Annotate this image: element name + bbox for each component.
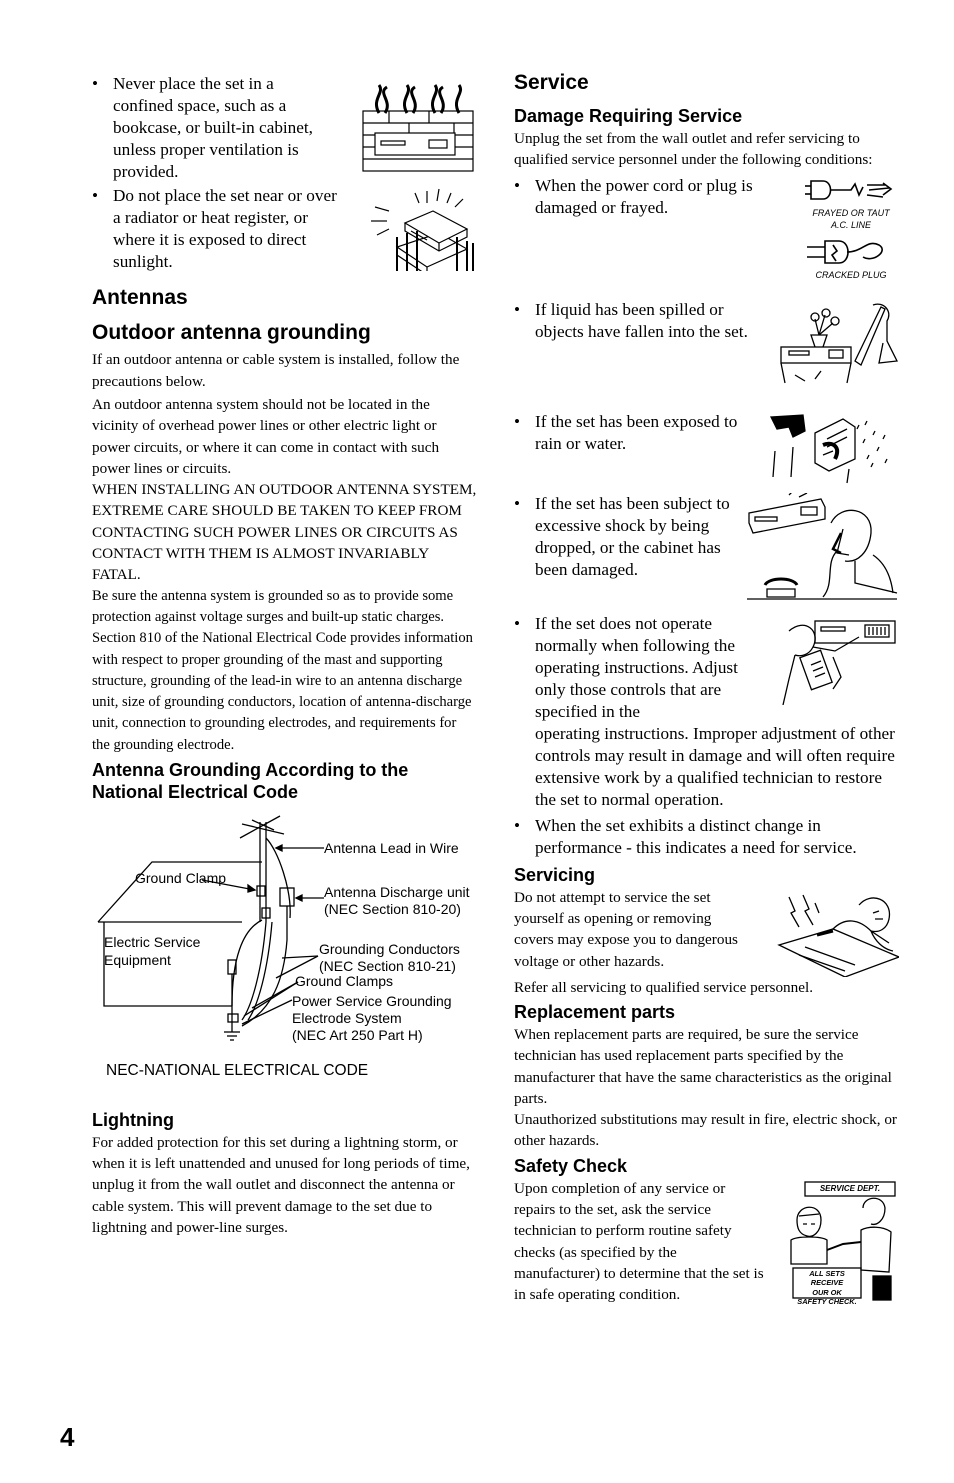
frayed-label — [803, 207, 899, 231]
outdoor-intro: If an outdoor antenna or cable system is installed, follow the precautions below. — [92, 351, 460, 390]
page-number: 4 — [60, 1422, 75, 1452]
spill-icon — [775, 301, 899, 391]
service-dept-illustration — [777, 1180, 899, 1307]
label-equipment: Equipment — [104, 951, 171, 968]
bullet-liquid — [514, 299, 899, 409]
safety-check-heading: Safety Check — [514, 1155, 628, 1176]
antennas-heading: Antennas — [92, 286, 188, 309]
lightning-text: For added protection for this set during a lightning storm, or when it is left unattended and unused for long periods of time, unplug it from the wall outlet and disconnect the antenna or cable system. This will prevent damage to the set due to lightning and power-line surges. — [92, 1133, 470, 1237]
radiator-vcr-icon — [367, 187, 477, 271]
bullet-text: • Do not place the set near or over a radiator or heat register, or where it is exposed to direct sunlight. — [92, 185, 338, 273]
cracked-label: CRACKED PLUG — [815, 269, 887, 280]
outdoor-warning: WHEN INSTALLING AN OUTDOOR ANTENNA SYSTEM, EXTREME CARE SHOULD BE TAKEN TO KEEP FROM CONTACTING SUCH POWER LINES OR CIRCUITS AS CONTACT WITH THEM IS ALMOST INVARIABLY FATAL. — [92, 481, 477, 584]
label-lead-in-wire: Antenna Lead in Wire — [324, 839, 459, 856]
outdoor-antenna-heading: Outdoor antenna grounding — [92, 321, 371, 345]
bullet-rain — [514, 411, 899, 493]
sign-line-3: SAFETY CHECK. — [797, 1297, 857, 1307]
cracked-plug-icon — [803, 235, 899, 269]
safety-check-text: Upon completion of any service or repairs to the set, ask the service technician to perform routine safety checks (as specified by the manufacturer) to determine that the set is in safe operating condition. — [514, 1179, 764, 1304]
bullet-operate-continued — [514, 723, 899, 811]
dropped-set-icon — [745, 493, 899, 605]
label-grounding-conductors: Grounding Conductors — [319, 940, 460, 957]
label-electric-service: Electric Service — [104, 933, 201, 950]
servicing-block — [514, 887, 899, 977]
bullet-text: • When the power cord or plug is damaged or frayed. — [514, 175, 797, 219]
label-conductors-section: (NEC Section 810-21) — [319, 957, 456, 974]
sign-line-2: OUR OK — [812, 1287, 842, 1297]
lightning-heading: Lightning — [92, 1109, 174, 1130]
outdoor-grounding-text: Be sure the antenna system is grounded so as to provide some protection against voltage surges and built-up static charges. Section 810 of the National Electrical Code provides information with respect to proper grounding of the mast and supporting structure, grounding of the lead-in wire to an antenna discharge unit, size of grounding conductors, location of antenna-discharge unit, connection to grounding electrodes, and requirements for the grounding electrode. — [92, 587, 473, 753]
service-dept-sign: SERVICE DEPT. — [819, 1183, 881, 1193]
bullet-text: • If liquid has been spilled or objects have fallen into the set. — [514, 299, 757, 343]
bullet-shock — [514, 493, 899, 609]
rain-icon — [763, 411, 899, 485]
left-column — [92, 70, 477, 1238]
bullet-text: • Never place the set in a confined space, such as a bookcase, or built-in cabinet, unless proper ventilation is provided. — [92, 73, 338, 183]
plug-illustration — [803, 175, 899, 281]
bullet-text: • If the set has been exposed to rain or water. — [514, 411, 757, 455]
label-ground-clamps: Ground Clamps — [295, 972, 394, 989]
grounding-heading: Antenna Grounding According to the National Electrical Code — [92, 760, 409, 802]
outdoor-location: An outdoor antenna system should not be located in the vicinity of overhead power lines or other electric light or power circuits, or where it can come in contact with such power lines or circuits. — [92, 395, 440, 477]
bullet-power-cord — [514, 175, 899, 299]
frayed-plug-icon — [803, 175, 899, 205]
label-ground-clamp: Ground Clamp — [135, 869, 227, 886]
enclosed-vcr-icon — [359, 83, 477, 175]
replacement-text-2: Unauthorized substitutions may result in fire, electric shock, or other hazards. — [514, 1111, 897, 1150]
bullet-text: • If the set does not operate normally when following the operating instructions. Adjust only those controls that are specified in the — [514, 613, 747, 723]
servicing-text: Do not attempt to service the set yourself as opening or removing covers may expose you to dangerous voltage or other hazards. — [514, 888, 738, 970]
label-electrode-system: Electrode System — [292, 1009, 402, 1026]
replacement-heading: Replacement parts — [514, 1001, 676, 1022]
replacement-text: When replacement parts are required, be sure the service technician has used replacement parts specified by the manufacturer that have the same characteristics as the original parts. — [514, 1025, 892, 1107]
bullet-operate-text-b: operating instructions. Improper adjustment of other controls may result in damage and will often require extensive work by a qualified technician to restore the set to normal operation. — [535, 723, 895, 809]
bullet-confined-space — [92, 73, 477, 183]
electric-shock-icon — [775, 887, 899, 977]
safety-check-sign — [793, 1269, 861, 1307]
right-column — [514, 70, 899, 1305]
servicing-heading: Servicing — [514, 864, 596, 885]
damage-intro: Unplug the set from the wall outlet and refer servicing to qualified service personnel under the following conditions: — [514, 130, 873, 169]
diagram-caption: NEC-NATIONAL ELECTRICAL CODE — [106, 1061, 369, 1079]
frayed-label-line-1: FRAYED OR TAUT — [812, 207, 890, 218]
label-nec-art: (NEC Art 250 Part H) — [292, 1026, 423, 1043]
bullet-performance-change: • When the set exhibits a distinct change in performance - this indicates a need for service. — [514, 815, 899, 859]
safety-check-block — [514, 1178, 899, 1306]
damage-heading: Damage Requiring Service — [514, 106, 743, 127]
frayed-label-line-2: A.C. LINE — [830, 219, 871, 230]
service-heading: Service — [514, 71, 589, 94]
bullet-operate — [514, 613, 899, 723]
servicing-refer: Refer all servicing to qualified service personnel. — [514, 978, 813, 996]
label-discharge-unit: Antenna Discharge unit — [324, 883, 470, 900]
bullet-radiator — [92, 185, 477, 273]
label-discharge-section: (NEC Section 810-20) — [324, 900, 461, 917]
adjusting-controls-icon — [775, 617, 899, 705]
bullet-text: • If the set has been subject to excessive shock by being dropped, or the cabinet has been damaged. — [514, 493, 735, 581]
grounding-diagram — [92, 810, 482, 1110]
sign-line-1: ALL SETS RECEIVE — [809, 1268, 845, 1288]
label-power-service: Power Service Grounding — [292, 992, 452, 1009]
